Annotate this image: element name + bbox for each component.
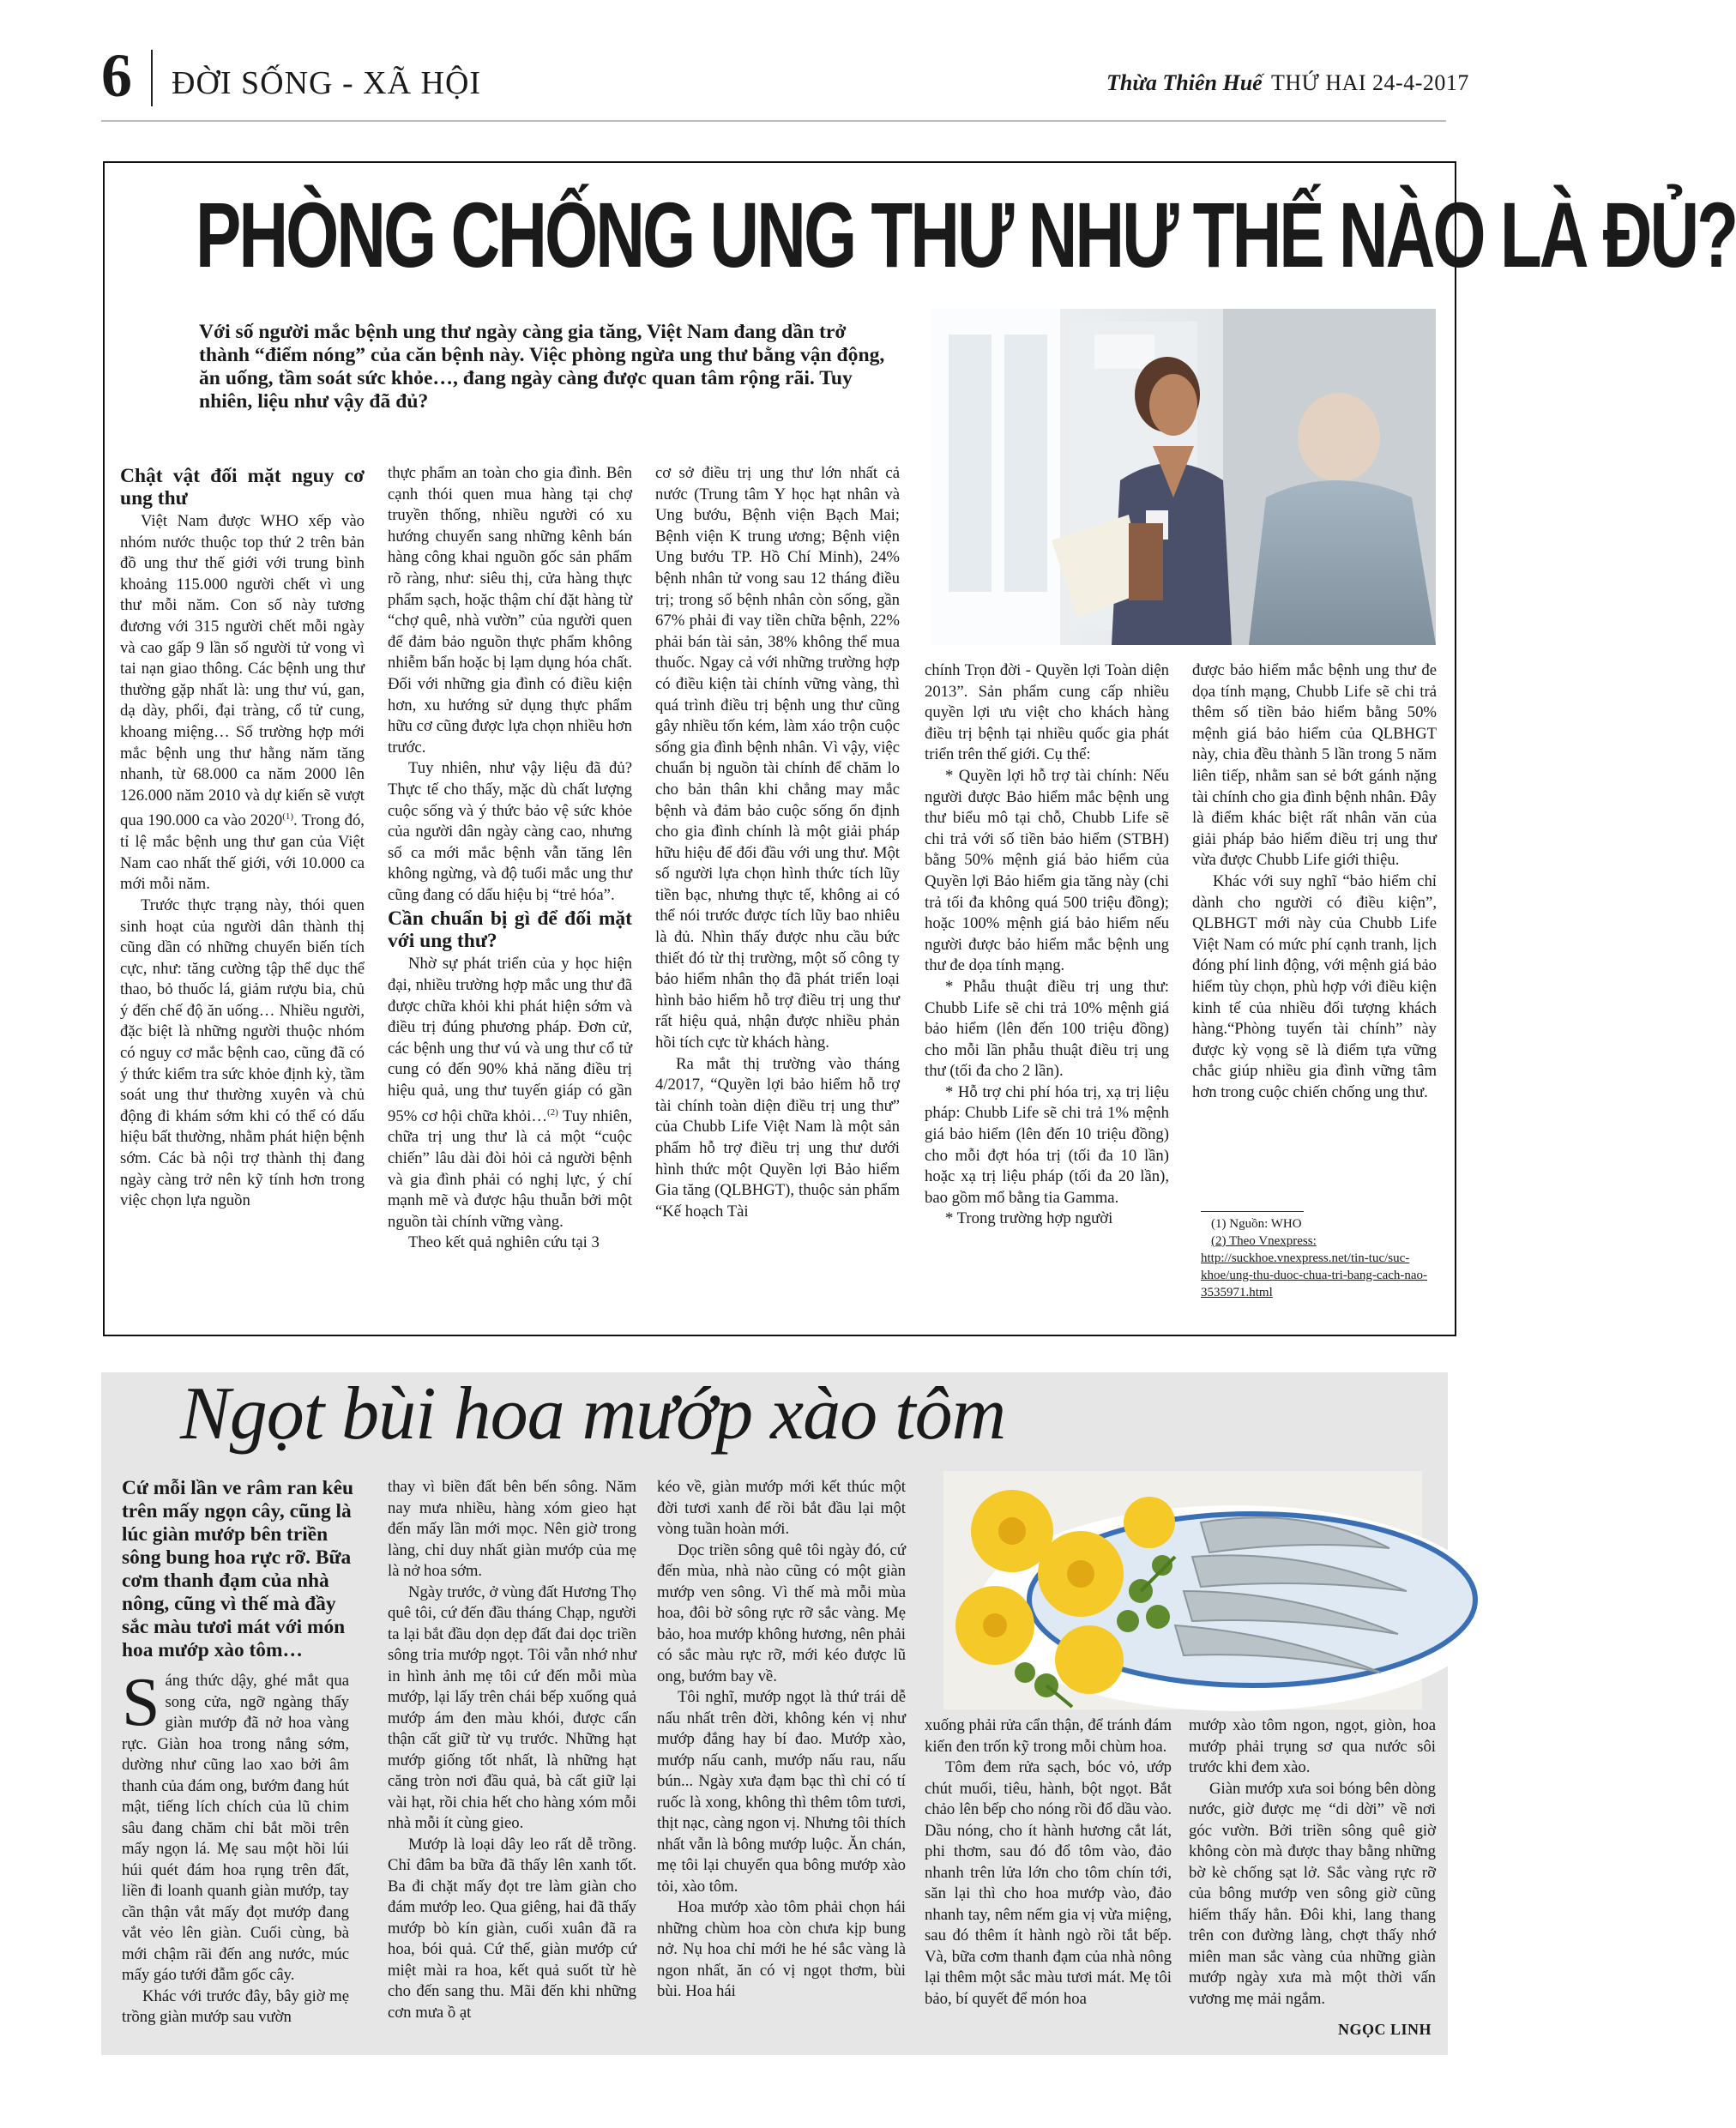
article-column-1	[120, 463, 365, 1212]
article-column-4	[925, 660, 1169, 1230]
paragraph: Ra mắt thị trường vào tháng 4/2017, “Quyền lợi bảo hiểm hỗ trợ tài chính toàn diện điều trị ung thư” của Chubb Life Việt Nam là một sản phẩm hỗ trợ điều trị ung thư dưới hình thức một Quyền lợi Bảo hiểm Gia tăng (QLBHGT), thuộc sản phẩm “Kế hoạch Tài	[655, 1054, 900, 1221]
article-column-5	[1192, 660, 1437, 1103]
paragraph: Nhờ sự phát triển của y học hiện đại, nhiều trường hợp mắc ung thư đã được chữa khỏi khi phát hiện sớm và điều trị đúng phương pháp. Đơn cử, các bệnh ung thư vú và ung thư cổ tử cung có đến 90% khả năng điều trị hiệu quả, ung thư tuyến giáp có gần 95% cơ hội chữa khỏi…$^{(2)}$ Tuy nhiên, chữa trị ung thư là cả một “cuộc chiến” lâu dài đòi hỏi cả người bệnh và gia đình phải có nghị lực, ý chí mạnh mẽ và được hậu thuẫn bởi một nguồn tài chính vững vàng.	[388, 955, 632, 1231]
paragraph: thay vì biền đất bên bến sông. Năm nay mưa nhiều, hàng xóm gieo hạt đến mấy lần mới mọc. Nên giờ trong làng, chỉ duy nhất giàn mướp của mẹ là nở hoa sớm.	[388, 1478, 636, 1580]
article-2-column-3	[657, 1477, 906, 2003]
paragraph: Hoa mướp xào tôm phải chọn hái những chùm hoa còn chưa kịp bung nở. Nụ hoa chỉ mới he hé sắc vàng là ngon nhất, ăn có vị ngọt thơm, bùi bùi. Hoa hái	[657, 1898, 906, 2000]
food-photo	[943, 1471, 1422, 1709]
food-photo-image	[943, 1471, 1422, 1709]
paragraph: * Hỗ trợ chi phí hóa trị, xạ trị liệu pháp: Chubb Life sẽ chi trả 1% mệnh giá bảo hiểm (lên đến 10 triệu đồng) cho mỗi đợt hóa trị (tối đa 10 lần) hoặc xạ trị liệu pháp (tối đa 20 lần), bao gồm mổ bằng tia Gamma.	[925, 1082, 1169, 1207]
paragraph: * Phẫu thuật điều trị ung thư: Chubb Life sẽ chi trả 10% mệnh giá bảo hiểm (lên đến 100 triệu đồng) cho mỗi lần phẫu thuật điều trị ung thư (tối đa cho 2 lần).	[925, 977, 1169, 1081]
paragraph: cơ sở điều trị ung thư lớn nhất cả nước (Trung tâm Y học hạt nhân và Ung bướu, Bệnh viện Bạch Mai; Bệnh viện K trung ương; Bệnh viện Ung bướu TP. Hồ Chí Minh), 24% bệnh nhân tử vong sau 12 tháng điều trị; trong số bệnh nhân còn sống, gần 67% phải đi vay tiền chữa bệnh, 22% phải bán tài sản, 38% không thể mua thuốc. Ngay cả với những trường hợp có điều kiện tài chính vững vàng, thì quá trình điều trị bệnh ung thư cũng gây nhiều tốn kém, làm xáo trộn cuộc sống gia đình bệnh nhân. Vì vậy, việc chuẩn bị nguồn tài chính để chăm lo cho bản thân khi chẳng may mắc bệnh và đảm bảo cuộc sống ổn định cho gia đình chính là một giải pháp hữu hiệu để đối đầu với ung thư. Một số người lựa chọn hình thức tích lũy tiền bạc, nhưng thực tế, không ai có thể nói trước được tích lũy bao nhiêu là đủ. Nhìn thấy được nhu cầu bức thiết đó từ thị trường, một số công ty bảo hiểm nhân thọ đã phát triển loại hình bảo hiểm hỗ trợ điều trị ung thư rất hiệu quả, nhận được nhiều phản hồi tích cực từ khách hàng.	[655, 464, 900, 1052]
header-rule	[101, 120, 1446, 122]
section-heading: Chật vật đối mặt nguy cơ ung thư	[120, 465, 365, 509]
article-2-column-4	[925, 1715, 1172, 2010]
paragraph: Việt Nam được WHO xếp vào nhóm nước thuộc top thứ 2 trên bản đồ ung thư thế giới với trung bình khoảng 115.000 người chết vì ung thư mỗi năm. Con số này tương đương với 315 người chết mỗi ngày và cao gấp 9 lần số người tử vong vì tai nạn giao thông. Các bệnh ung thư thường gặp nhất là: ung thư vú, gan, dạ dày, phổi, đại tràng, cổ tử cung, khoang miệng… Số trường hợp mới mắc bệnh ung thư hằng năm tăng nhanh, từ 68.000 ca năm 2000 lên 126.000 năm 2010 và dự kiến sẽ vượt qua 190.000 ca vào 2020$^{(1)}$. Trong đó, tỉ lệ mắc bệnh ung thư gan của Việt Nam cao nhất thế giới, với 10.000 ca mới mỗi năm.	[120, 512, 365, 894]
article-column-3	[655, 463, 900, 1222]
paragraph: kéo về, giàn mướp mới kết thúc một đời tươi xanh để rồi bắt đầu lại một vòng tuần hoàn mới.	[657, 1478, 906, 1538]
newspaper-name: Thừa Thiên Huế	[1106, 70, 1263, 95]
paragraph: Dọc triền sông quê tôi ngày đó, cứ đến mùa, nhà nào cũng có một giàn mướp ven sông. Vì thế mà mỗi mùa hoa, đôi bờ sông rực rỡ sắc vàng. Mẹ bảo, hoa mướp không hương, nên phải có sắc màu rực rỡ, mới kéo được lũ ong, bướm bay về.	[657, 1540, 906, 1685]
page-number: 6	[101, 41, 132, 110]
issue-date: THỨ HAI 24-4-2017	[1271, 70, 1469, 95]
paragraph: xuống phải rửa cẩn thận, để tránh đám kiến đen trốn kỹ trong mỗi chùm hoa.	[925, 1716, 1172, 1756]
paragraph: Tuy nhiên, như vậy liệu đã đủ? Thực tế cho thấy, mặc dù chất lượng cuộc sống và ý thức bảo vệ sức khỏe của người dân ngày càng cao, nhưng số ca mới mắc bệnh vẫn tăng lên không ngừng, và độ tuổi mắc ung thư cũng đang có dấu hiệu bị “trẻ hóa”.	[388, 759, 632, 904]
paragraph: Ngày trước, ở vùng đất Hương Thọ quê tôi, cứ đến đầu tháng Chạp, người ta lại bắt đầu dọn dẹp đất đai dọc triền sông trỉa mướp ngọt. Tôi vẫn nhớ như in hình ảnh mẹ tôi cứ đến mỗi mùa mướp, lại lấy trên chái bếp xuống quả mướp ám đen màu khói, được cẩn thận cất giữ từ vụ trước. Những hạt mướp giống tốt nhất, là những hạt căng tròn nơi đầu quả, bà cất giữ lại vài hạt, rồi chia hết cho hàng xóm mỗi nhà mỗi ít cùng gieo.	[388, 1582, 636, 1832]
paragraph: Giàn mướp xưa soi bóng bên dòng nước, giờ được mẹ “di dời” về nơi góc vườn. Bởi triền sông quê giờ không còn mà được thay bằng những bờ kè chống sạt lở. Sắc vàng rực rỡ của bông mướp ven sông giờ cũng hiếm thấy hẳn. Đôi khi, lang thang trên con đường làng, chợt thấy nhớ miên man sắc vàng của những giàn mướp ngày xưa mà một thời vấn vương mẹ mải ngắm.	[1189, 1779, 1436, 2008]
footnotes	[1201, 1211, 1432, 1301]
article-2-title: Ngọt bùi hoa mướp xào tôm	[180, 1372, 1006, 1456]
paragraph: * Trong trường hợp người	[945, 1209, 1113, 1228]
paragraph: Tôi nghĩ, mướp ngọt là thứ trái dễ nấu nhất trên đời, không kén vị như mướp đắng hay bí đao. Mướp xào, mướp nấu canh, mướp nấu rau, nấu bún... Ngày xưa đạm bạc thì chỉ có tí ruốc là xong, không thì thêm tôm tươi, thịt nạc, càng ngon vị. Nhưng tôi thích nhất vẫn là bông mướp luộc. Ăn chán, mẹ tôi lại chuyển qua bông mướp xào tỏi, xào tôm.	[657, 1688, 906, 1896]
article-2-column-1	[122, 1665, 349, 2029]
article-title: PHÒNG CHỐNG UNG THƯ NHƯ THẾ NÀO LÀ ĐỦ?	[196, 183, 1736, 286]
paragraph: thực phẩm an toàn cho gia đình. Bên cạnh thói quen mua hàng tại chợ truyền thống, nhiều người có xu hướng chuyển sang những kênh bán hàng công khai nguồn gốc sản phẩm rõ ràng, như: siêu thị, cửa hàng thực phẩm sạch, hoặc thậm chí đặt hàng từ “chợ quê, nhà vườn” của người quen để đảm bảo nguồn thực phẩm không nhiễm bẩn hoặc bị lạm dụng hóa chất. Đối với những gia đình có điều kiện hơn, xu hướng sử dụng thực phẩm hữu cơ cũng được lựa chọn nhiều hơn trước.	[388, 464, 632, 757]
drop-cap: S	[122, 1665, 160, 1740]
paragraph: Sáng thức dậy, ghé mắt qua song cửa, ngỡ ngàng thấy giàn mướp đã nở hoa vàng rực. Giàn hoa trong nắng sớm, dường như cũng lao xao bởi âm thanh của đám ong, bướm đang hút mật, tiếng lích chích của lũ chim sâu đang chăm chỉ bắt mồi trên mấy ngọn lá. Mẹ sau một hồi lúi húi quét đám hoa rụng trên đất, liền đi loanh quanh giàn mướp, tay cần thận vắt mấy đọt mướp đang vắt vẻo lên giàn. Cuối cùng, bà mới chậm rãi đến ang nước, múc mấy gáo tưới đẫm gốc cây.	[122, 1665, 349, 1984]
paragraph: Theo kết quả nghiên cứu tại 3	[408, 1233, 600, 1252]
paragraph: chính Trọn đời - Quyền lợi Toàn diện 2013”. Sản phẩm cung cấp nhiều quyền lợi ưu việt cho khách hàng điều trị bệnh tại nhiều quốc gia phát triển trên thế giới. Cụ thể:	[925, 661, 1169, 764]
section-heading: Cần chuẩn bị gì để đối mặt với ung thư?	[388, 907, 632, 953]
footnote: (1) Nguồn: WHO	[1211, 1217, 1302, 1231]
paragraph: mướp xào tôm ngon, ngọt, giòn, hoa mướp phải trụng sơ qua nước sôi trước khi đem xào.	[1189, 1716, 1436, 1776]
paragraph: Khác với trước đây, bây giờ mẹ trồng giàn mướp sau vườn	[122, 1986, 349, 2026]
header-divider	[151, 50, 153, 106]
author-byline: NGỌC LINH	[1338, 2021, 1432, 2038]
article-2-lead: Cứ mỗi lần ve râm ran kêu trên mấy ngọn cây, cũng là lúc giàn mướp bên triền sông bung hoa rực rỡ. Bữa cơm thanh đạm của nhà nông, cũng vì thế mà đầy sắc màu tươi mát với món hoa mướp xào tôm…	[122, 1477, 354, 1661]
paragraph: Trước thực trạng này, thói quen sinh hoạt của người dân thành thị cũng dần có những chuyển biến tích cực, như: tăng cường tập thể dục thể thao, bỏ thuốc lá, giảm rượu bia, chủ ý đến chế độ ăn uống… Nhiều người, đặc biệt là những người thuộc nhóm có nguy cơ mắc bệnh cao, cũng đã có ý thức kiểm tra sức khỏe định kỳ, tầm soát ung thư thường xuyên và chủ động đi khám sớm khi có thể có dấu hiệu bất thường, nhằm phát hiện bệnh sớm. Các bà nội trợ thành thị đang ngày càng trở nên kỹ tính hơn trong việc chọn lựa nguồn	[120, 895, 365, 1210]
section-title: ĐỜI SỐNG - XÃ HỘI	[172, 65, 482, 101]
hospital-photo-image	[931, 309, 1436, 645]
paragraph: Tôm đem rửa sạch, bóc vỏ, ướp chút muối, tiêu, hành, bột ngọt. Bắt chảo lên bếp cho nóng rồi đổ dầu vào. Dầu nóng, cho ít hành hương cắt lát, phi thơm, sau đó đổ tôm vào, đảo nhanh trên lửa lớn cho tôm chín tới, săn lại thì cho hoa mướp vào, đảo nhanh tay, nêm nếm gia vị vừa miệng, sau đó thêm ít hành ngò rồi tắt bếp. Và, bữa cơm thanh đạm của nhà nông lại thêm một sắc màu tươi mát. Mẹ tôi bảo, bí quyết để món hoa	[925, 1758, 1172, 2008]
article-2-column-5	[1189, 1715, 1436, 2010]
paragraph: Khác với suy nghĩ “bảo hiểm chỉ dành cho người có điều kiện”, QLBHGT mới này của Chubb Life Việt Nam có mức phí cạnh tranh, lịch đóng phí linh động, với mệnh giá bảo hiểm tùy chọn, phù hợp với điều kiện kinh tế của nhiều đối tượng khách hàng.“Phòng tuyến tài chính” này được kỳ vọng sẽ là điểm tựa vững chắc giúp nhiều gia đình vững tâm hơn trong cuộc chiến chống ung thư.	[1192, 871, 1437, 1101]
paragraph: được bảo hiểm mắc bệnh ung thư đe dọa tính mạng, Chubb Life sẽ chi trả thêm số tiền bảo hiểm bằng 50% mệnh giá bảo hiểm của QLBHGT này, chia đều thành 5 lần trong 5 năm liên tiếp, nhằm san sẻ bớt gánh nặng tài chính cho gia đình bệnh nhân. Đây là điểm khác biệt rất nhân văn của giải pháp bảo hiểm điều trị ung thư vừa được Chubb Life giới thiệu.	[1192, 661, 1437, 870]
paragraph: Mướp là loại dây leo rất dễ trồng. Chỉ đâm ba bữa đã thấy lên xanh tốt. Ba đi chặt mấy đọt tre làm giàn cho đám mướp leo. Qua giêng, hai đã thấy mướp bò kín giàn, cuối xuân đã ra hoa, bói quả. Cứ thế, giàn mướp cứ miệt mài ra hoa, kết quả suốt từ hè cho đến sang thu. Mãi đến khi những cơn mưa ồ ạt	[388, 1835, 636, 2022]
hospital-photo	[931, 309, 1436, 645]
article-lead: Với số người mắc bệnh ung thư ngày càng gia tăng, Việt Nam đang dần trở thành “điểm nóng” của căn bệnh này. Việc phòng ngừa ung thư bằng vận động, ăn uống, tầm soát sức khỏe…, đang ngày càng được quan tâm rộng rãi. Tuy nhiên, liệu như vậy đã đủ?	[199, 321, 885, 413]
article-column-2	[388, 463, 632, 1254]
article-2-column-2	[388, 1477, 636, 2023]
footnote-rule	[1201, 1211, 1304, 1212]
paragraph: * Quyền lợi hỗ trợ tài chính: Nếu người được Bảo hiểm mắc bệnh ung thư biểu mô tại chỗ, Chubb Life sẽ chi trả với số tiền bảo hiểm (STBH) bằng 50% mệnh giá bảo hiểm của Quyền lợi Bảo hiểm gia tăng này (chi trả tối đa không quá 500 triệu đồng); hoặc 100% mệnh giá bảo hiểm nếu người được bảo hiểm mắc bệnh ung thư đe dọa tính mạng.	[925, 766, 1169, 975]
footnote-link[interactable]: (2) Theo Vnexpress: http://suckhoe.vnexpress.net/tin-tuc/suc-khoe/ung-thu-duoc-chua-tri-bang-cach-nao-3535971.html	[1201, 1234, 1428, 1299]
